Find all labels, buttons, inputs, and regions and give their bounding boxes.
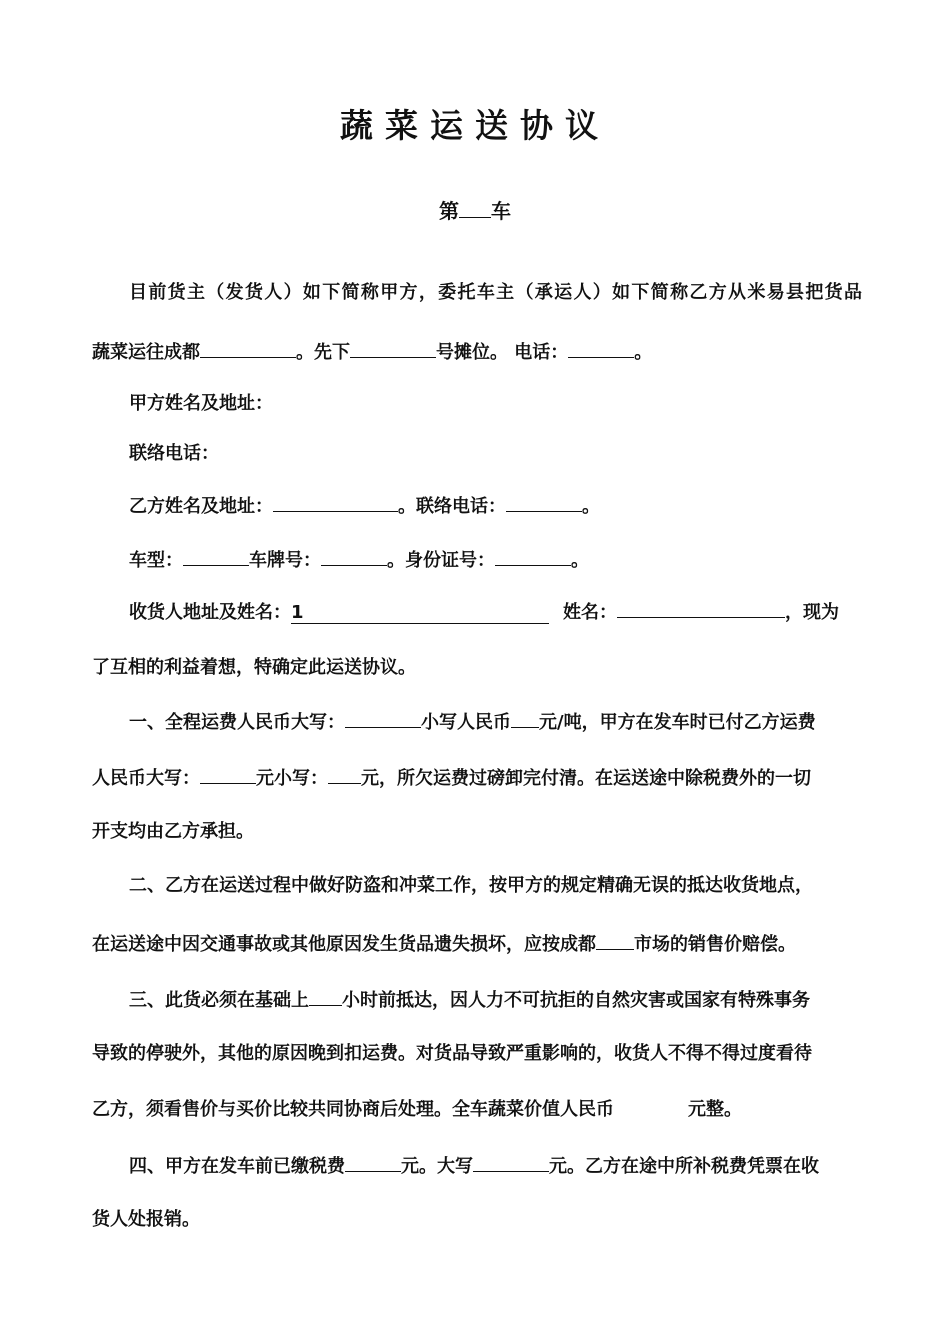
- vehicle-line-end: 。: [571, 550, 589, 571]
- clause1-prepaid-upper-label: 人民币大写：: [92, 768, 200, 789]
- receiver-line-tail: ，现为: [785, 602, 839, 623]
- clause3-value-label: 乙方，须看售价与买价比较共同协商后处理。全车蔬菜价值人民币: [92, 1099, 614, 1120]
- id-number-blank[interactable]: [495, 545, 571, 566]
- intro-text-stall: 。先下: [296, 342, 350, 363]
- clause1-freight-upper-label: 一、全程运费人民币大写：: [129, 712, 345, 733]
- clause4-tax-label: 四、甲方在发车前已缴税费: [129, 1156, 345, 1177]
- vehicle-type-label: 车型：: [129, 550, 183, 571]
- intro-line-2: [92, 337, 862, 366]
- hours-blank[interactable]: [309, 985, 342, 1006]
- party-b-line: [129, 491, 862, 520]
- document-title: 蔬菜运送协议: [340, 106, 610, 145]
- clause2-text: 在运送途中因交通事故或其他原因发生货品遗失损坏，应按成都: [92, 934, 596, 955]
- freight-lower-blank[interactable]: [511, 707, 539, 728]
- plate-number-label: 车牌号：: [249, 550, 321, 571]
- clause2-line-1: 二、乙方在运送过程中做好防盗和冲菜工作，按甲方的规定精确无误的抵达收货地点，: [129, 875, 813, 896]
- stall-number-blank[interactable]: [350, 337, 436, 358]
- receiver-line-2: 了互相的利益着想，特确定此运送协议。: [92, 657, 416, 678]
- clause3-line-1: [129, 985, 862, 1014]
- plate-number-blank[interactable]: [321, 545, 387, 566]
- clause1-line-2: [92, 763, 862, 792]
- clause4-text: 元。乙方在途中所补税费凭票在收: [549, 1156, 819, 1177]
- vehicle-number-heading: [0, 195, 950, 224]
- intro-text-end: 。: [634, 342, 653, 363]
- receiver-line: [129, 597, 862, 626]
- clause3-line-2: 导致的停驶外，其他的原因晚到扣运费。对货品导致严重影响的，收货人不得不得过度看待: [92, 1043, 812, 1064]
- party-b-phone-blank[interactable]: [506, 491, 582, 512]
- clause2-text-end: 市场的销售价赔偿。: [634, 934, 796, 955]
- party-a-phone-label: 联络电话：: [129, 443, 219, 464]
- clause3-text-start: 三、此货必须在基础上: [129, 990, 309, 1011]
- party-b-name-label: 乙方姓名及地址：: [129, 496, 273, 517]
- clause4-line-1: [129, 1151, 862, 1180]
- party-b-end: 。: [582, 496, 600, 517]
- clause3-value-end: 元整。: [688, 1099, 742, 1120]
- clause1-paid-text: 元/吨，甲方在发车时已付乙方运费: [539, 712, 816, 733]
- clause2-line-2: [92, 929, 862, 958]
- clause1-freight-lower-label: 小写人民币: [421, 712, 511, 733]
- party-b-phone-label: 。联络电话：: [398, 496, 506, 517]
- clause1-settlement-text: 元，所欠运费过磅卸完付清。在运送途中除税费外的一切: [361, 768, 811, 789]
- receiver-address-label: 收货人地址及姓名：: [129, 602, 291, 623]
- destination-blank[interactable]: [200, 337, 296, 358]
- phone-blank[interactable]: [568, 337, 634, 358]
- party-b-name-blank[interactable]: [273, 491, 398, 512]
- party-a-name-label: 甲方姓名及地址：: [129, 393, 273, 414]
- clause1-line-3: 开支均由乙方承担。: [92, 821, 254, 842]
- receiver-name-label: 姓名：: [563, 602, 617, 623]
- tax-upper-blank[interactable]: [473, 1151, 549, 1172]
- freight-upper-blank[interactable]: [345, 707, 421, 728]
- clause3-line-3: [92, 1097, 862, 1123]
- id-number-label: 。身份证号：: [387, 550, 495, 571]
- prepaid-lower-blank[interactable]: [328, 763, 361, 784]
- intro-text-phone: 号摊位。 电话：: [436, 342, 569, 363]
- clause1-prepaid-lower-label: 元小写：: [256, 768, 328, 789]
- prepaid-upper-blank[interactable]: [200, 763, 256, 784]
- vehicle-line: [129, 545, 862, 574]
- tax-amount-blank[interactable]: [345, 1151, 401, 1172]
- intro-text-destination: 蔬菜运往成都: [92, 342, 200, 363]
- clause1-line-1: [129, 707, 862, 736]
- clause4-tax-upper-label: 元。大写: [401, 1156, 473, 1177]
- vehicle-number-blank[interactable]: [459, 197, 491, 218]
- vehicle-type-blank[interactable]: [183, 545, 249, 566]
- receiver-name-blank[interactable]: [617, 597, 785, 618]
- receiver-address-value: 1: [291, 602, 304, 623]
- clause4-line-2: 货人处报销。: [92, 1209, 200, 1230]
- receiver-address-blank[interactable]: [291, 603, 549, 624]
- intro-line-1: 目前货主（发货人）如下简称甲方，委托车主（承运人）如下简称乙方从米易县把货品: [129, 282, 862, 303]
- subtitle-prefix: 第: [439, 199, 459, 223]
- market-blank[interactable]: [596, 929, 634, 950]
- clause3-text-cont: 小时前抵达，因人力不可抗拒的自然灾害或国家有特殊事务: [342, 990, 810, 1011]
- subtitle-suffix: 车: [491, 199, 511, 223]
